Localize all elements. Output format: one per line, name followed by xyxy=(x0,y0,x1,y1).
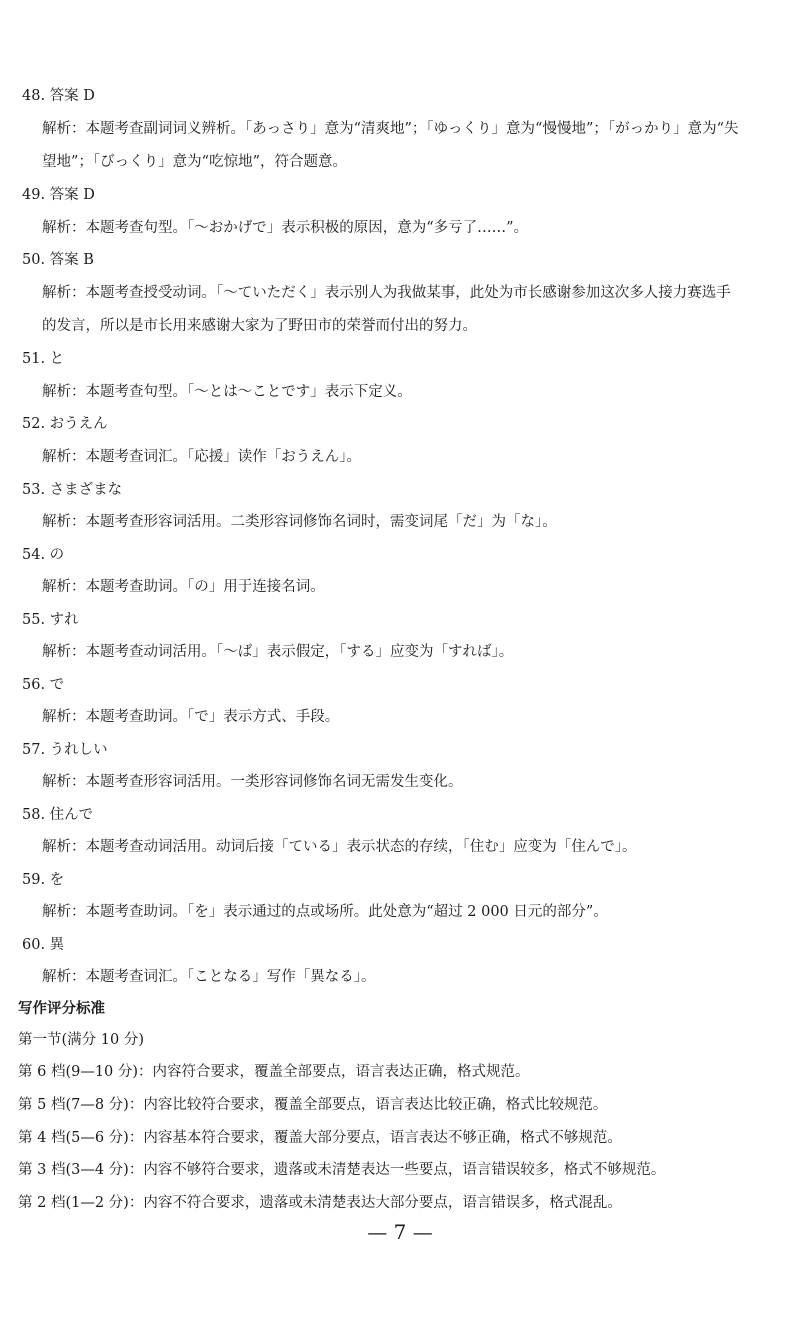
answer-54-number: 54. の xyxy=(22,547,65,563)
answer-48-explanation-line-2: 望地”；「びっくり」意为“吃惊地”，符合题意。 xyxy=(42,154,347,170)
criterion-level-3: 第 3 档(3—4 分)：内容不够符合要求，遗落或未清楚表达一些要点，语言错误较多，格式不够规范。 xyxy=(18,1162,666,1178)
criterion-level-2: 第 2 档(1—2 分)：内容不符合要求，遗落或未清楚表达大部分要点，语言错误多，格式混乱。 xyxy=(18,1195,622,1211)
answer-57-number: 57. うれしい xyxy=(22,742,108,758)
answer-56-number: 56. で xyxy=(22,677,65,693)
answer-49-explanation-line-1: 解析：本题考查句型。「～おかげで」表示积极的原因，意为“多亏了……”。 xyxy=(42,220,529,236)
answer-52-number: 52. おうえん xyxy=(22,416,108,432)
answer-50-explanation-line-1: 解析：本题考查授受动词。「～ていただく」表示别人为我做某事，此处为市长感谢参加这次多人接力赛选手 xyxy=(42,285,731,301)
answer-58-number: 58. 住んで xyxy=(22,807,94,823)
answer-51-explanation-line-1: 解析：本题考查句型。「～とは～ことです」表示下定义。 xyxy=(42,384,412,400)
answer-49-number: 49. 答案 D xyxy=(22,187,95,203)
answer-58-explanation-line-1: 解析：本题考查动词活用。动词后接「ている」表示状态的存续，「住む」应变为「住んで」。 xyxy=(42,839,637,855)
answer-60-number: 60. 異 xyxy=(22,937,65,953)
answer-52-explanation-line-1: 解析：本题考查词汇。「応援」读作「おうえん」。 xyxy=(42,449,361,465)
answer-48-number: 48. 答案 D xyxy=(22,88,95,104)
answer-59-explanation-line-1: 解析：本题考查助词。「を」表示通过的点或场所。此处意为“超过 2 000 日元的部分”。 xyxy=(42,904,608,920)
answer-55-number: 55. すれ xyxy=(22,612,79,628)
answer-48-explanation-line-1: 解析：本题考查副词词义辨析。「あっさり」意为“清爽地”；「ゆっくり」意为“慢慢地”；「がっかり」意为“失 xyxy=(42,121,739,137)
answer-57-explanation-line-1: 解析：本题考查形容词活用。一类形容词修饰名词无需发生变化。 xyxy=(42,774,463,790)
answer-51-number: 51. と xyxy=(22,351,65,367)
answer-60-explanation-line-1: 解析：本题考查词汇。「ことなる」写作「異なる」。 xyxy=(42,969,376,985)
answer-55-explanation-line-1: 解析：本题考查动词活用。「～ば」表示假定，「する」应变为「すれば」。 xyxy=(42,644,514,660)
writing-section-title: 第一节(满分 10 分) xyxy=(18,1032,144,1048)
answer-50-explanation-line-2: 的发言，所以是市长用来感谢大家为了野田市的荣誉而付出的努力。 xyxy=(42,318,477,334)
criterion-level-5: 第 5 档(7—8 分)：内容比较符合要求，覆盖全部要点，语言表达比较正确，格式比较规范。 xyxy=(18,1097,608,1113)
writing-criteria-heading: 写作评分标准 xyxy=(18,1000,105,1017)
answer-56-explanation-line-1: 解析：本题考查助词。「で」表示方式、手段。 xyxy=(42,709,340,725)
answer-50-number: 50. 答案 B xyxy=(22,252,94,268)
criterion-level-4: 第 4 档(5—6 分)：内容基本符合要求，覆盖大部分要点，语言表达不够正确，格式不够规范。 xyxy=(18,1130,622,1146)
criterion-level-6: 第 6 档(9—10 分)：内容符合要求，覆盖全部要点，语言表达正确，格式规范。 xyxy=(18,1064,530,1080)
answer-54-explanation-line-1: 解析：本题考查助词。「の」用于连接名词。 xyxy=(42,579,325,595)
answer-53-number: 53. さまざまな xyxy=(22,482,123,498)
answer-59-number: 59. を xyxy=(22,872,65,888)
answer-53-explanation-line-1: 解析：本题考查形容词活用。二类形容词修饰名词时，需变词尾「だ」为「な」。 xyxy=(42,514,557,530)
page-number: — 7 — xyxy=(367,1220,433,1244)
